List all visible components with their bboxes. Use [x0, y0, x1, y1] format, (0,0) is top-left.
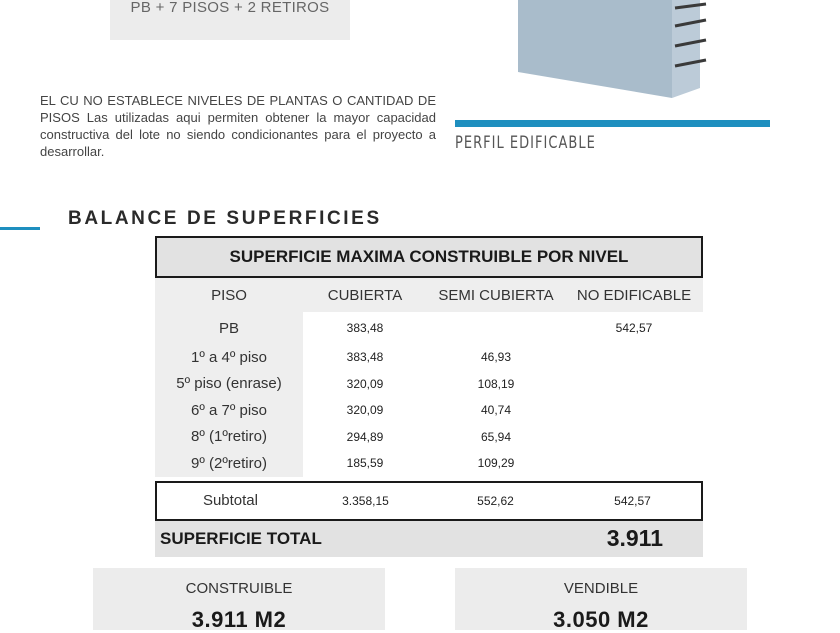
table-row	[155, 450, 703, 477]
row-semi: 109,29	[477, 456, 515, 471]
table-row	[155, 371, 703, 398]
row-floor: 9º (2ºretiro)	[155, 450, 303, 477]
building-profile-illustration	[510, 0, 710, 105]
total-row	[155, 521, 703, 557]
section-title: BALANCE DE SUPERFICIES	[68, 208, 382, 229]
subtotal-cubierta: 3.358,15	[342, 493, 389, 508]
section-accent-line	[0, 227, 40, 230]
row-cubierta: 320,09	[346, 376, 384, 391]
subtotal-no-edificable: 542,57	[614, 493, 651, 508]
row-floor: 6º a 7º piso	[155, 397, 303, 424]
table-row	[155, 344, 703, 371]
construible-card	[93, 568, 385, 630]
table-column-headers	[155, 278, 703, 312]
construible-value: 3.911 M2	[191, 607, 287, 632]
subtotal-label: Subtotal	[202, 492, 258, 509]
table-title	[155, 236, 703, 278]
row-semi: 65,94	[480, 429, 512, 444]
total-value: 3.911	[606, 525, 663, 551]
total-label: SUPERFICIE TOTAL	[160, 528, 322, 548]
row-floor: 1º a 4º piso	[155, 344, 303, 371]
vendible-label: VENDIBLE	[563, 580, 639, 597]
row-semi: 108,19	[477, 376, 515, 391]
column-header-semi-cubierta: SEMI CUBIERTA	[438, 286, 554, 304]
row-cubierta: 383,48	[346, 350, 384, 365]
construible-label: CONSTRUIBLE	[185, 580, 293, 597]
row-no-edificable: 542,57	[615, 321, 653, 335]
row-semi: 46,93	[480, 350, 512, 365]
table-row	[155, 397, 703, 424]
row-semi: 40,74	[480, 403, 512, 418]
row-cubierta: 294,89	[346, 429, 384, 444]
perfil-edificable-label: PERFIL EDIFICABLE	[455, 133, 596, 153]
subtotal-semi: 552,62	[477, 493, 514, 508]
accent-bar	[455, 120, 770, 127]
row-cubierta: 383,48	[346, 321, 384, 335]
column-header-piso: PISO	[211, 286, 247, 304]
building-side-face	[672, 0, 700, 98]
vendible-value: 3.050 M2	[553, 607, 649, 632]
subtotal-row	[155, 481, 703, 521]
floors-summary-text: PB + 7 PISOS + 2 RETIROS	[130, 0, 330, 16]
row-cubierta: 185,59	[346, 456, 384, 471]
regulation-note: EL CU NO ESTABLECE NIVELES DE PLANTAS O CANTIDAD DE PISOS Las utilizadas aqui permiten obtener la mayor capacidad constructiva del lote no siendo condicionantes para el proyecto a desarrollar.	[40, 93, 436, 159]
row-cubierta: 320,09	[346, 403, 384, 418]
column-header-no-edificable: NO EDIFICABLE	[576, 286, 692, 304]
building-front-face	[518, 0, 672, 98]
row-floor: 5º piso (enrase)	[155, 371, 303, 398]
table-row	[155, 424, 703, 451]
table-title-text: SUPERFICIE MAXIMA CONSTRUIBLE POR NIVEL	[229, 247, 629, 266]
table-row	[155, 312, 703, 344]
column-header-cubierta: CUBIERTA	[327, 286, 403, 304]
surfaces-table	[155, 236, 703, 557]
row-floor: 8º (1ºretiro)	[155, 424, 303, 451]
row-floor: PB	[155, 312, 303, 344]
floors-summary-box	[110, 0, 350, 40]
vendible-card	[455, 568, 747, 630]
